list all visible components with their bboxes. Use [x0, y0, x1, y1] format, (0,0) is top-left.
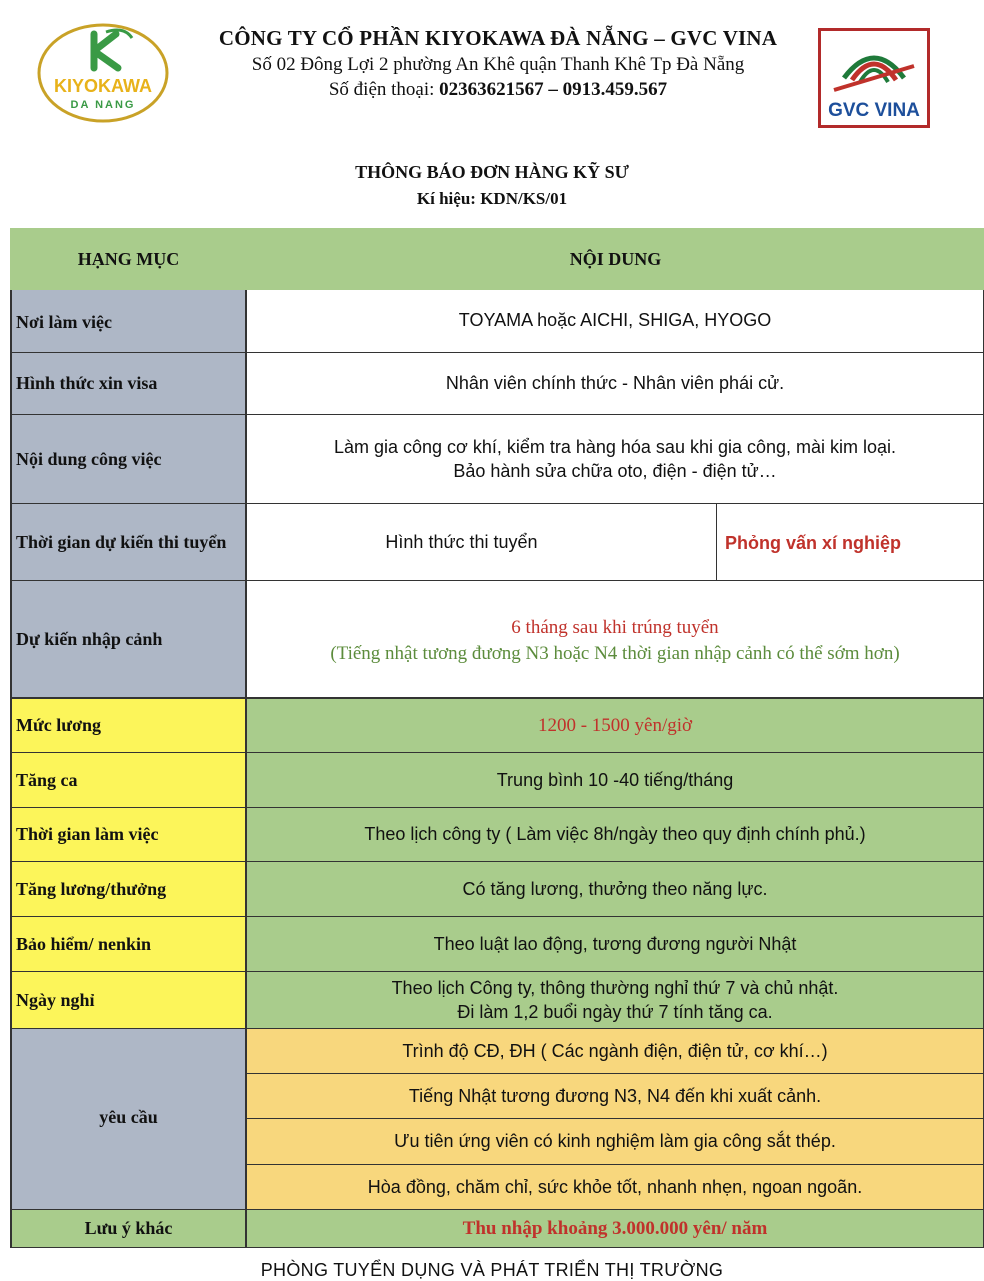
kiyokawa-logo — [36, 22, 170, 124]
requirement-item: Ưu tiên ứng viên có kinh nghiệm làm gia công sắt thép. — [247, 1119, 984, 1165]
row-value-hours: Theo lịch công ty ( Làm việc 8h/ngày theo quy định chính phủ.) — [247, 808, 984, 862]
row-label-note: Lưu ý khác — [10, 1210, 247, 1248]
table-row — [10, 353, 984, 415]
table-row — [10, 504, 984, 581]
requirement-item: Trình độ CĐ, ĐH ( Các ngành điện, điện tử, cơ khí…) — [247, 1029, 984, 1074]
row-label-job: Nội dung công việc — [10, 415, 247, 504]
footer-department: PHÒNG TUYỂN DỤNG VÀ PHÁT TRIỂN THỊ TRƯỜNG — [260, 1260, 724, 1280]
table-row — [10, 972, 984, 1029]
job-line: Bảo hành sửa chữa oto, điện - điện tử… — [453, 461, 777, 481]
svg-text:DA NANG: DA NANG — [70, 99, 136, 111]
row-value-raise: Có tăng lương, thưởng theo năng lực. — [247, 862, 984, 917]
letterhead — [0, 0, 984, 140]
table-header-row — [10, 228, 984, 290]
requirement-item: Tiếng Nhật tương đương N3, N4 đến khi xuất cảnh. — [247, 1074, 984, 1119]
notice-title: THÔNG BÁO ĐƠN HÀNG KỸ SƯ — [355, 162, 629, 182]
company-info — [190, 26, 806, 101]
gvc-vina-logo — [818, 28, 930, 128]
row-label-overtime: Tăng ca — [10, 753, 247, 808]
company-name: CÔNG TY CỔ PHẦN KIYOKAWA ĐÀ NẴNG – GVC VINA — [218, 26, 778, 50]
row-value-workplace: TOYAMA hoặc AICHI, SHIGA, HYOGO — [247, 290, 984, 353]
row-label-salary: Mức lương — [10, 698, 247, 753]
table-row — [10, 917, 984, 972]
row-value-job — [247, 415, 984, 504]
table-row — [10, 698, 984, 753]
table-row — [10, 581, 984, 698]
dayoff-line: Theo lịch Công ty, thông thường nghỉ thứ 7 và chủ nhật. — [391, 978, 839, 998]
row-label-entry: Dự kiến nhập cảnh — [10, 581, 247, 698]
row-value-insurance: Theo luật lao động, tương đương người Nhật — [247, 917, 984, 972]
column-header-content: NỘI DUNG — [247, 228, 984, 290]
entry-line: 6 tháng sau khi trúng tuyển — [511, 617, 719, 638]
row-label-exam: Thời gian dự kiến thi tuyển — [10, 504, 247, 581]
requirements-block — [10, 1029, 984, 1210]
dayoff-line: Đi làm 1,2 buổi ngày thứ 7 tính tăng ca. — [457, 1002, 773, 1022]
row-value-entry — [247, 581, 984, 698]
row-value-visa: Nhân viên chính thức - Nhân viên phái cử. — [247, 353, 984, 415]
row-value-note: Thu nhập khoảng 3.000.000 yên/ năm — [247, 1210, 984, 1248]
row-label-raise: Tăng lương/thưởng — [10, 862, 247, 917]
row-label-visa: Hình thức xin visa — [10, 353, 247, 415]
row-value-exam-form: Phỏng vấn xí nghiệp — [717, 504, 984, 581]
company-address: Số 02 Đông Lợi 2 phường An Khê quận Thanh Khê Tp Đà Nẵng — [251, 54, 745, 75]
row-label-requirements: yêu cầu — [10, 1029, 247, 1210]
row-value-salary: 1200 - 1500 yên/giờ — [247, 698, 984, 753]
entry-note: (Tiếng nhật tương đương N3 hoặc N4 thời gian nhập cảnh có thể sớm hơn) — [330, 643, 900, 664]
row-label-workplace: Nơi làm việc — [10, 290, 247, 353]
row-value-exam-form-label: Hình thức thi tuyển — [247, 504, 717, 581]
row-value-overtime: Trung bình 10 -40 tiếng/tháng — [247, 753, 984, 808]
row-label-hours: Thời gian làm việc — [10, 808, 247, 862]
company-phone: Số điện thoại: 02363621567 – 0913.459.567 — [328, 79, 668, 100]
column-header-category: HẠNG MỤC — [10, 228, 247, 290]
row-label-dayoff: Ngày nghỉ — [10, 972, 247, 1029]
svg-text:KIYOKAWA: KIYOKAWA — [53, 76, 153, 96]
requirement-item: Hòa đồng, chăm chỉ, sức khỏe tốt, nhanh nhẹn, ngoan ngoãn. — [247, 1165, 984, 1210]
table-row — [10, 415, 984, 504]
table-row — [10, 862, 984, 917]
notice-code: Kí hiệu: KDN/KS/01 — [416, 189, 568, 208]
row-label-insurance: Bảo hiểm/ nenkin — [10, 917, 247, 972]
table-row — [10, 290, 984, 353]
row-value-dayoff — [247, 972, 984, 1029]
table-row — [10, 808, 984, 862]
table-row — [10, 1210, 984, 1248]
svg-text:GVC VINA: GVC VINA — [828, 100, 920, 121]
table-row — [10, 753, 984, 808]
job-line: Làm gia công cơ khí, kiểm tra hàng hóa sau khi gia công, mài kim loại. — [333, 437, 897, 457]
